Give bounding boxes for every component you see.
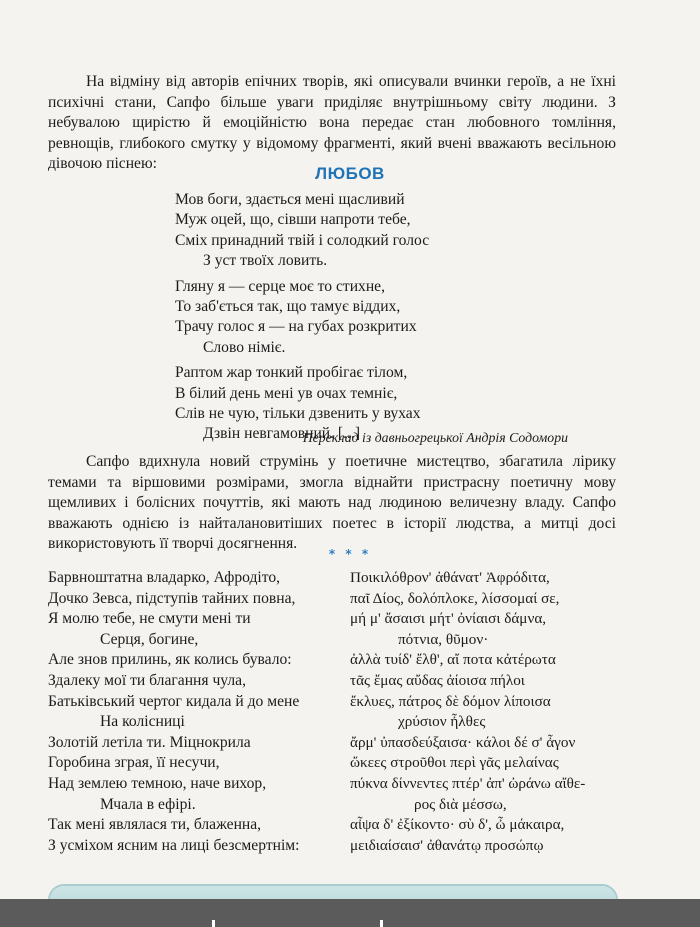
poem-title: ЛЮБОВ <box>315 164 385 183</box>
poem-line: Мов боги, здається мені щасливий <box>175 191 405 208</box>
poem-line: З уст твоїх ловить. <box>203 252 328 270</box>
poem-line: Слів не чую, тільки дзвенить у вухах <box>175 405 421 423</box>
poem-line: Раптом жар тонкий пробігає тілом, <box>175 364 408 382</box>
verse-line: З усміхом ясним на лиці безсмертнім: <box>48 836 300 854</box>
ukrainian-verse-column <box>48 568 338 856</box>
intro-paragraph: На відміну від авторів епічних творів, які описували вчинки героїв, а не їхні психічні стани, Сапфо більше уваги приділяє внутрішньому світу людини. З небувалою щирістю й емоційністю вона передає стан любовного томління, ревнощів, глибокого смутку у відомому фрагменті, який вчені вважають весільною дівочою піснею: <box>48 73 616 173</box>
verse-line: Над землею темною, наче вихор, <box>48 774 267 792</box>
verse-line: μειδιαίσαισ' ἀθανάτῳ προσώπῳ <box>350 836 544 854</box>
verse-line: Серця, богине, <box>100 630 199 648</box>
verse-line: αἶψα δ' ἐξίκοντο· σὺ δ', ὦ μάκαιρα, <box>350 816 565 834</box>
verse-line: На колісниці <box>100 713 185 731</box>
poem-line: То заб'ється так, що тамує віддих, <box>175 298 401 316</box>
verse-line: Дочко Зевса, підступів тайних повна, <box>48 589 296 607</box>
poem-line: В білий день мені ув очах темніє, <box>175 384 398 402</box>
verse-line: Здалеку мої ти благання чула, <box>48 671 247 689</box>
poem-line: Гляну я — серце моє то стихне, <box>175 277 385 295</box>
poem-line: Слово німіє. <box>203 338 286 356</box>
verse-line: Горобина зграя, її несучи, <box>48 754 220 772</box>
verse-line: Барвноштатна владарко, Афродіто, <box>48 569 281 586</box>
greek-verse-column <box>350 568 650 856</box>
poem-lyubov <box>175 190 429 450</box>
verse-line: Мчала в ефірі. <box>100 795 196 813</box>
second-paragraph: Сапфо вдихнула новий струмінь у поетичне мистецтво, збагатила лірику темами та віршовими розмірами, змогла віднайти пристрасну поетичну мову щемливих і болісних почуттів, які мають над людиною величезну владу. Сапфо вважають однією із найталановитіших поетес в історії людства, а митці досі використовують її творчі досягнення. <box>48 453 616 553</box>
verse-line: Ποικιλόθρον' ἀθάνατ' Ἀφρόδιτα, <box>350 569 550 586</box>
verse-line: χρύσιον ἦλθες <box>398 713 486 731</box>
verse-line: Так мені являлася ти, блаженна, <box>48 816 262 834</box>
verse-line: Батьківський чертог кидала й до мене <box>48 692 300 710</box>
poem-line: Муж оцей, що, сівши напроти тебе, <box>175 211 411 229</box>
poem-line: Сміх принадний твій і солодкий голос <box>175 231 430 249</box>
viewer-bottom-bar <box>0 899 700 927</box>
verse-line: πότνια, θῦμον· <box>398 630 489 648</box>
verse-line: τᾶς ἔμας αὔδας ἀίοισα πήλοι <box>350 671 525 689</box>
scroll-marker <box>380 920 383 927</box>
poem-line: Дзвін невгамовний. [...] <box>203 425 361 443</box>
poem-line: Трачу голос я — на губах розкритих <box>175 318 417 336</box>
poem-stanza <box>175 190 429 272</box>
verse-line: ἀλλὰ τυίδ' ἔλθ', αἴ ποτα κἀτέρωτα <box>350 651 556 669</box>
verse-line: Золотій летіла ти. Міцнокрила <box>48 733 251 751</box>
translation-credit: Переклад із давньогрецької Андрія Содомори <box>302 430 568 445</box>
verse-line: ἔκλυες, πάτρος δὲ δόμον λίποισα <box>350 692 551 710</box>
verse-line: παῖ Δίος, δολόπλοκε, λίσσομαί σε, <box>350 589 560 607</box>
scroll-marker <box>212 920 215 927</box>
verse-line: ὤκεες στροῦθοι περὶ γᾶς μελαίνας <box>350 754 559 772</box>
verse-line: Я молю тебе, не смути мені ти <box>48 610 251 628</box>
verse-line: ρος διὰ μέσσω, <box>414 795 507 813</box>
verse-line: ἄρμ' ὐπασδεύξαισα· κάλοι δέ σ' ἆγον <box>350 733 576 751</box>
section-separator: * * * <box>328 547 372 561</box>
poem-stanza <box>175 277 429 359</box>
verse-line: Але знов прилинь, як колись бувало: <box>48 651 292 669</box>
verse-line: πύκνα δίννεντες πτέρ' ἀπ' ὠράνω αἴθε- <box>350 774 586 792</box>
verse-line: μή μ' ἄσαισι μήτ' ὀνίαισι δάμνα, <box>350 610 547 628</box>
